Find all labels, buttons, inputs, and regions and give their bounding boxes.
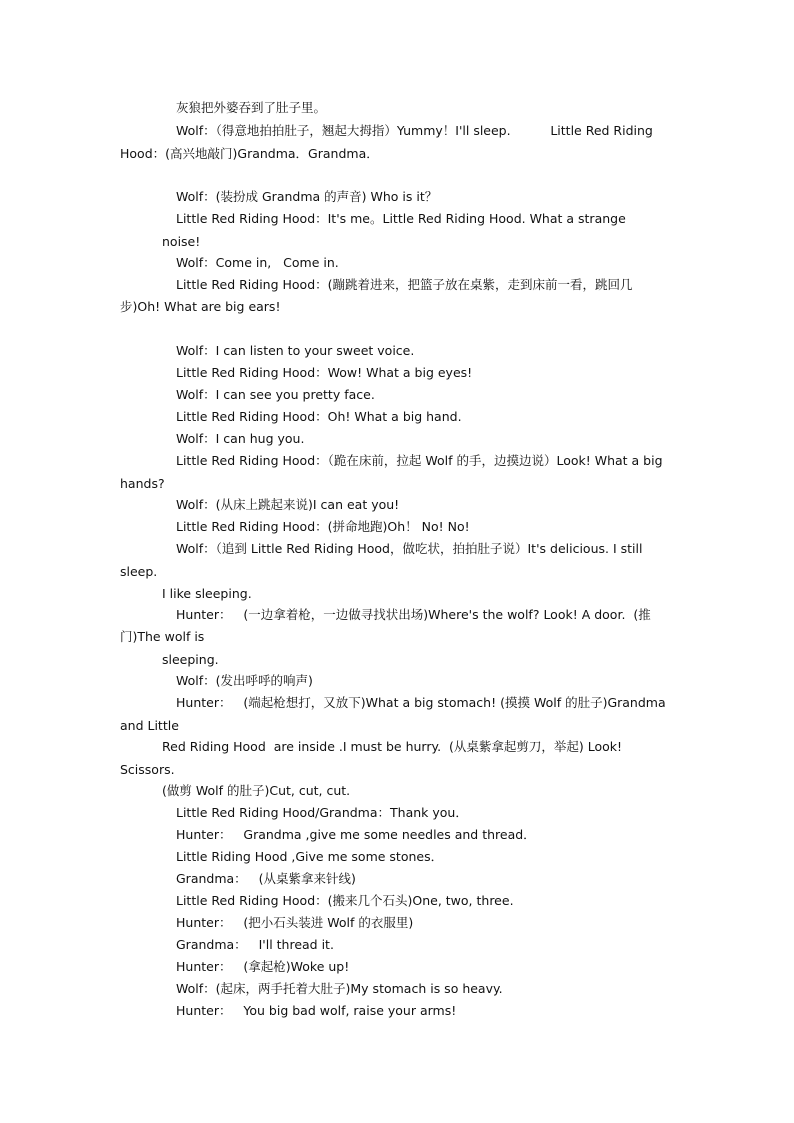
text-line: Little Red Riding Hood：(搬来几个石头)One, two, three. — [176, 893, 514, 908]
text-line: Little Riding Hood ,Give me some stones． — [176, 849, 444, 864]
text-line: Wolf：(起床，两手托着大肚子)My stomach is so heavy. — [176, 981, 503, 996]
text-line: Wolf：I can hug you. — [176, 431, 305, 446]
text-line: Red Riding Hood are inside .I must be hurry. (从桌紫拿起剪刀，举起) Look! — [162, 739, 623, 754]
text-line: Little Red Riding Hood：Wow! What a big eyes! — [176, 365, 473, 380]
text-line: Hunter： Grandma ,give me some needles and thread． — [176, 827, 536, 842]
text-line: Grandma： (从桌紫拿来针线) — [176, 871, 356, 886]
text-line: Wolf：Come in, Come in. — [176, 255, 339, 270]
text-line: Little Red Riding Hood：(拼命地跑)Oh！ No! No! — [176, 519, 470, 534]
text-line: noise! — [162, 234, 201, 249]
text-line: Wolf：（得意地拍拍肚子，翘起大拇指）Yummy！I'll sleep. Little Red Riding — [176, 123, 653, 138]
text-line: and Little — [120, 718, 179, 733]
text-line: 步)Oh! What are big ears! — [120, 299, 281, 314]
text-line: Grandma： I'll thread it. — [176, 937, 334, 952]
text-line: Wolf：(装扮成 Grandma 的声音) Who is it？ — [176, 189, 438, 204]
text-line: 门)The wolf is — [120, 629, 205, 644]
text-line: Hunter： (拿起枪)Woke up! — [176, 959, 350, 974]
text-line: hands? — [120, 476, 165, 491]
text-line: Hood：(高兴地敲门)Grandma．Grandma． — [120, 146, 379, 161]
text-line: Wolf：I can listen to your sweet voice. — [176, 343, 415, 358]
text-line: Hunter： (一边拿着枪，一边做寻找状出场)Where's the wolf? Look! A door. (推 — [176, 607, 651, 622]
text-line: Little Red Riding Hood：Oh! What a big hand. — [176, 409, 462, 424]
text-line: Wolf：I can see you pretty face. — [176, 387, 375, 402]
text-line: Wolf：（追到 Little Red Riding Hood，做吃状，拍拍肚子说）It's delicious. I still — [176, 541, 643, 556]
text-line: (做剪 Wolf 的肚子)Cut, cut, cut. — [162, 783, 351, 798]
text-line: Little Red Riding Hood：It's me。Little Red Riding Hood. What a strange — [176, 211, 626, 226]
text-line: Hunter： (端起枪想打，又放下)What a big stomach! (摸摸 Wolf 的肚子)Grandma — [176, 695, 666, 710]
text-line: Scissors. — [120, 762, 175, 777]
text-line: Hunter： (把小石头装进 Wolf 的衣服里) — [176, 915, 414, 930]
text-line: Hunter： You big bad wolf, raise your arms! — [176, 1003, 457, 1018]
text-line: Little Red Riding Hood：(蹦跳着进来，把篮子放在桌紫，走到床前一看，跳回几 — [176, 277, 633, 292]
text-line: sleeping. — [162, 652, 219, 667]
text-line: Little Red Riding Hood/Grandma：Thank you． — [176, 805, 468, 820]
text-line: Wolf：(发出呼呼的响声) — [176, 673, 313, 688]
text-line: I like sleeping. — [162, 586, 252, 601]
text-line: Little Red Riding Hood：（跪在床前，拉起 Wolf 的手，边摸边说）Look! What a big — [176, 453, 663, 468]
text-line: sleep. — [120, 564, 158, 579]
text-line: Wolf：(从床上跳起来说)I can eat you! — [176, 497, 400, 512]
text-line: 灰狼把外婆吞到了肚子里。 — [176, 100, 327, 115]
